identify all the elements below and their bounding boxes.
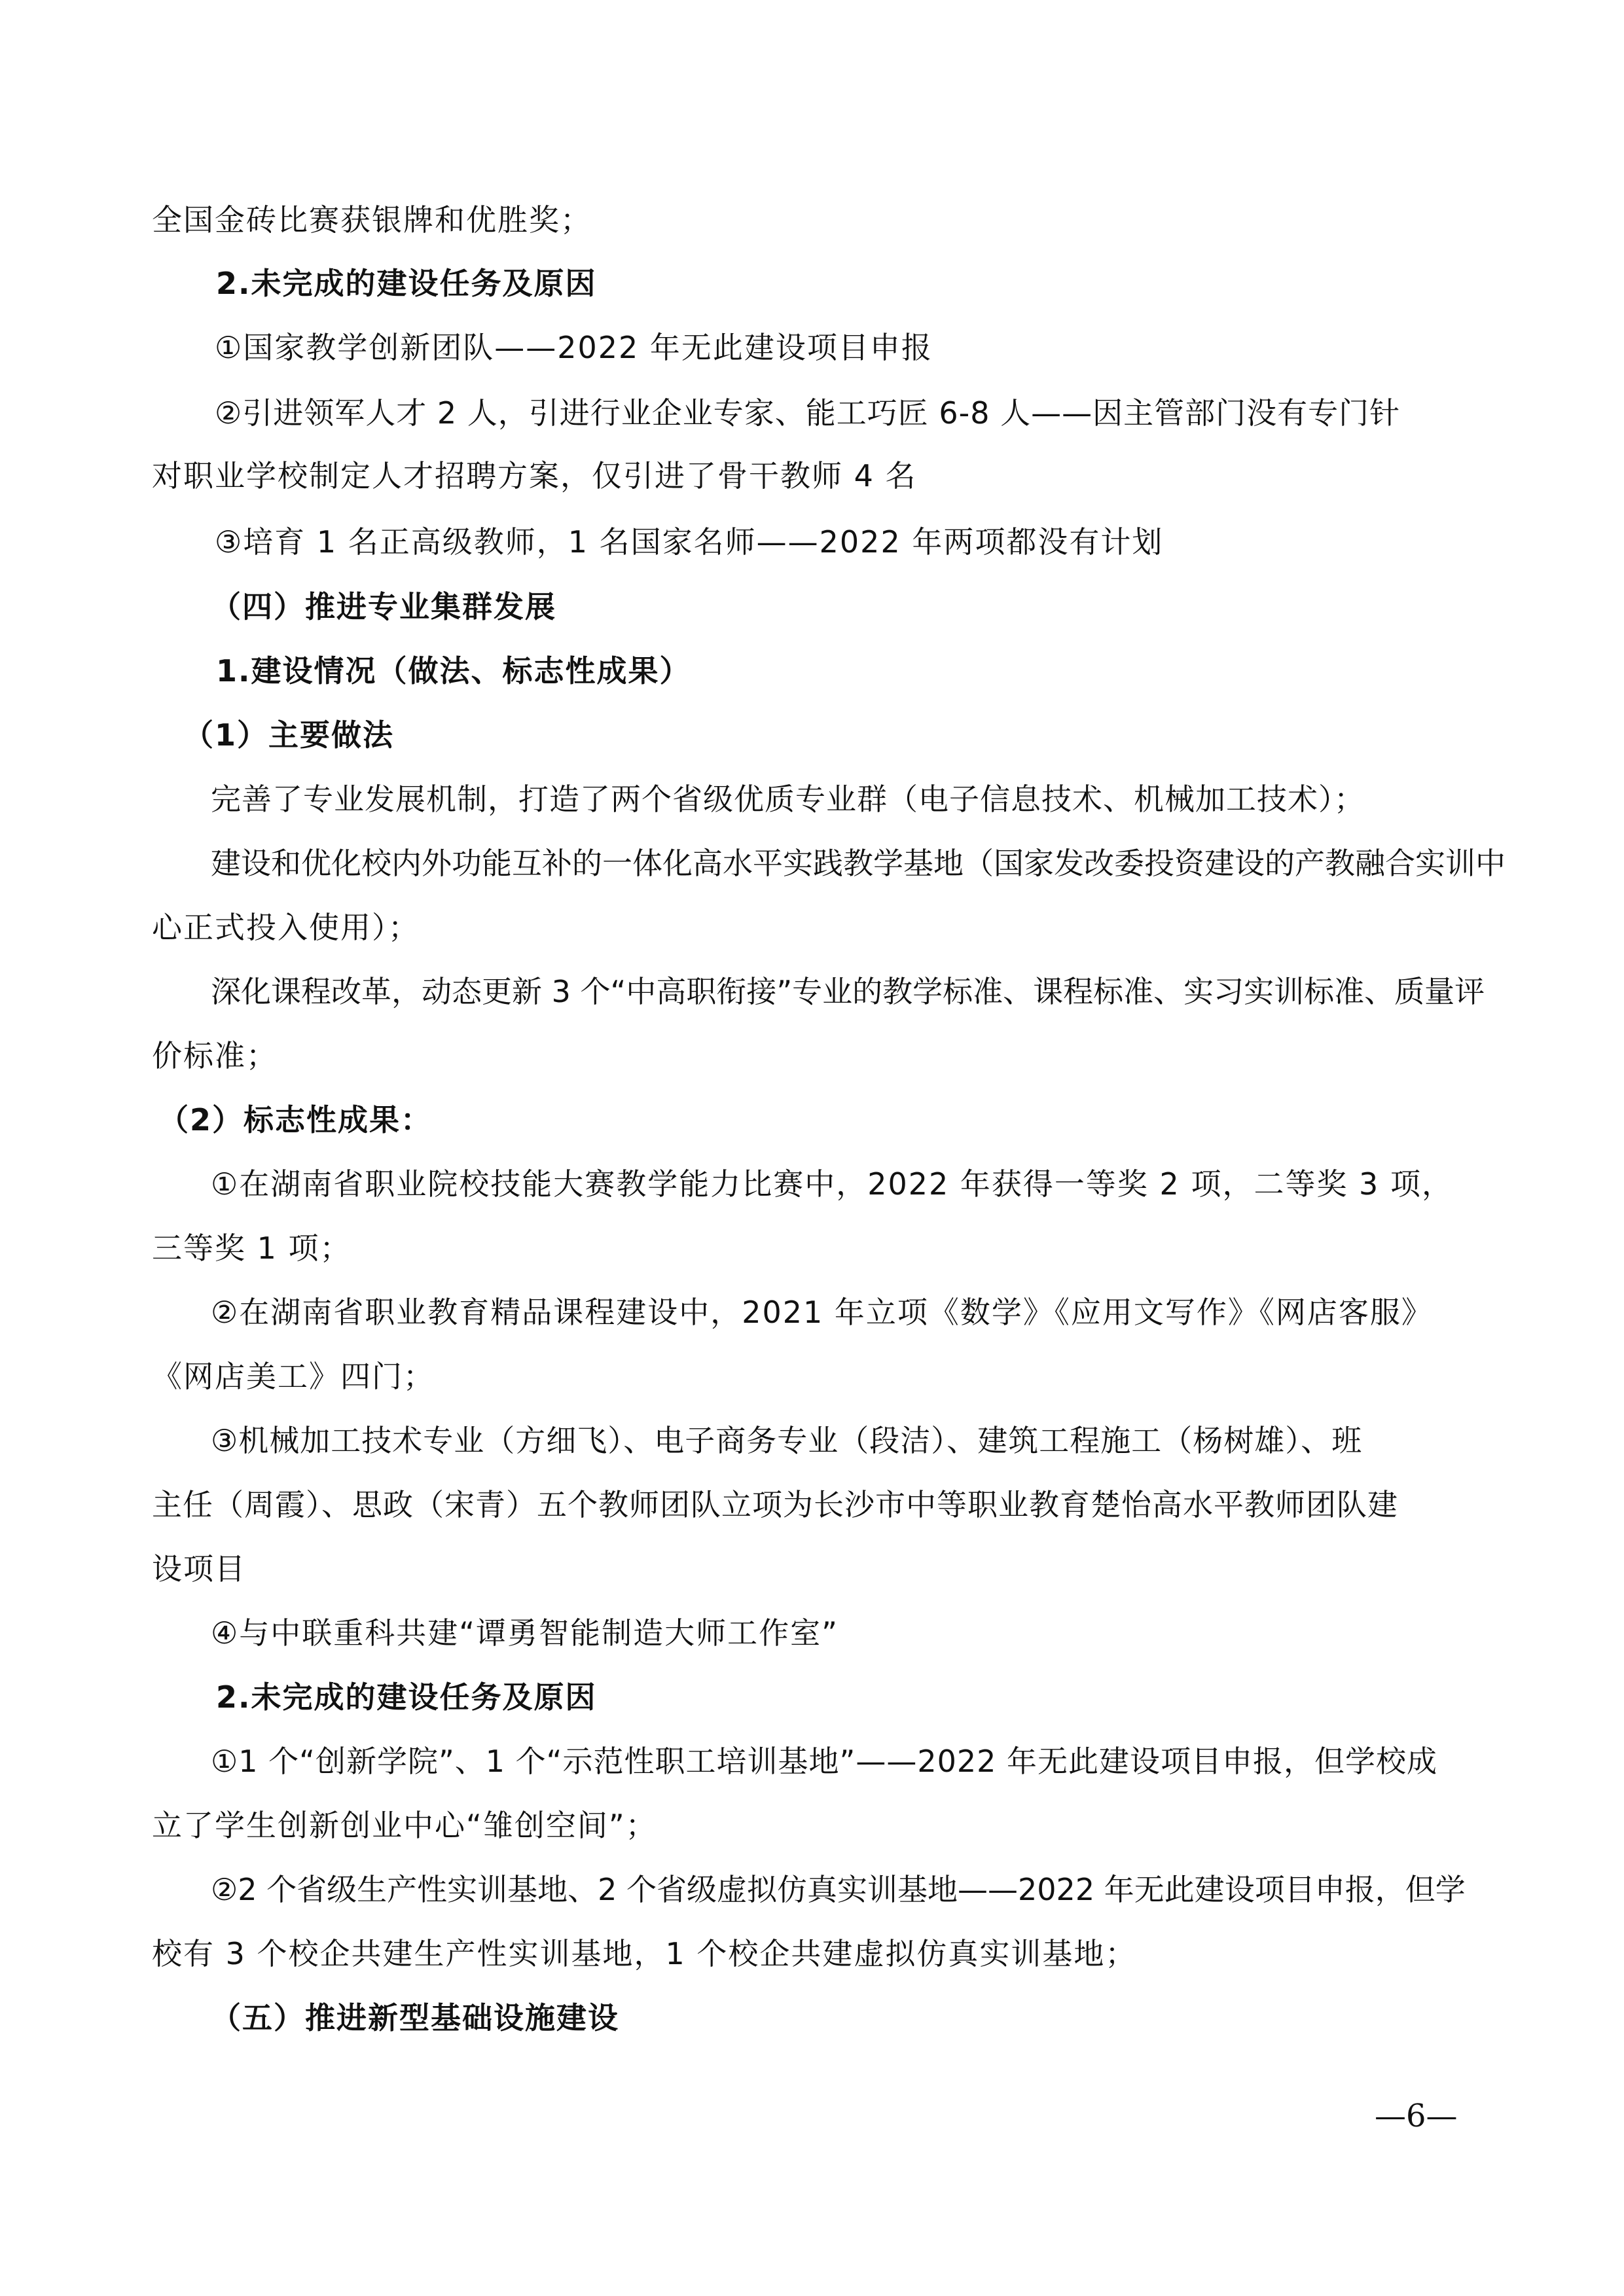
text-line: 对职业学校制定人才招聘方案，仅引进了骨干教师 4 名 [152, 458, 917, 493]
text-line: ②引进领军人才 2 人，引进行业企业专家、能工巧匠 6-8 人——因主管部门没有专门针 [215, 395, 1401, 431]
subsection-heading: 2.未完成的建设任务及原因 [216, 266, 597, 301]
text-line: 设项目 [152, 1551, 246, 1587]
section-heading: （四）推进专业集群发展 [211, 589, 556, 624]
item-heading: （2）标志性成果： [158, 1102, 433, 1138]
text-line: 三等奖 1 项； [152, 1230, 352, 1266]
text-line: 全国金砖比赛获银牌和优胜奖； [152, 202, 592, 238]
text-line: 校有 3 个校企共建生产性实训基地，1 个校企共建虚拟仿真实训基地； [152, 1936, 1137, 1971]
text-line: ③机械加工技术专业（方细飞）、电子商务专业（段洁）、建筑工程施工（杨树雄）、班 [211, 1423, 1363, 1458]
subsection-heading: 2.未完成的建设任务及原因 [216, 1679, 597, 1715]
text-line: 心正式投入使用）； [152, 910, 420, 945]
text-line: ④与中联重科共建“谭勇智能制造大师工作室” [211, 1615, 839, 1651]
text-line: ②在湖南省职业教育精品课程建设中，2021 年立项《数学》《应用文写作》《网店客服》 [211, 1295, 1433, 1330]
text-line: 价标准； [152, 1038, 278, 1073]
text-line: 建设和优化校内外功能互补的一体化高水平实践教学基地（国家发改委投资建设的产教融合实训中 [211, 846, 1506, 881]
text-line: ②2 个省级生产性实训基地、2 个省级虚拟仿真实训基地——2022 年无此建设项目申报，但学 [211, 1872, 1466, 1907]
text-line: 主任（周霞）、思政（宋青）五个教师团队立项为长沙市中等职业教育楚怡高水平教师团队建 [152, 1487, 1398, 1522]
text-line: 完善了专业发展机制，打造了两个省级优质专业群（电子信息技术、机械加工技术）； [211, 781, 1365, 817]
text-line: ①1 个“创新学院”、1 个“示范性职工培训基地”——2022 年无此建设项目申报，但学校成 [211, 1744, 1438, 1779]
text-line: 立了学生创新创业中心“雏创空间”； [152, 1808, 657, 1843]
text-line: ①国家教学创新团队——2022 年无此建设项目申报 [215, 330, 933, 365]
text-line: ③培育 1 名正高级教师，1 名国家名师——2022 年两项都没有计划 [215, 524, 1164, 560]
text-line: ①在湖南省职业院校技能大赛教学能力比赛中，2022 年获得一等奖 2 项，二等奖 3 项， [211, 1166, 1453, 1202]
text-line: 深化课程改革，动态更新 3 个“中高职衔接”专业的教学标准、课程标准、实习实训标准、质量评 [211, 974, 1485, 1009]
text-line: 《网店美工》四门； [152, 1359, 435, 1394]
section-heading: （五）推进新型基础设施建设 [211, 2000, 619, 2036]
item-heading: （1）主要做法 [183, 717, 395, 753]
subsection-heading: 1.建设情况（做法、标志性成果） [216, 653, 691, 689]
page-number: —6— [1375, 2098, 1458, 2134]
